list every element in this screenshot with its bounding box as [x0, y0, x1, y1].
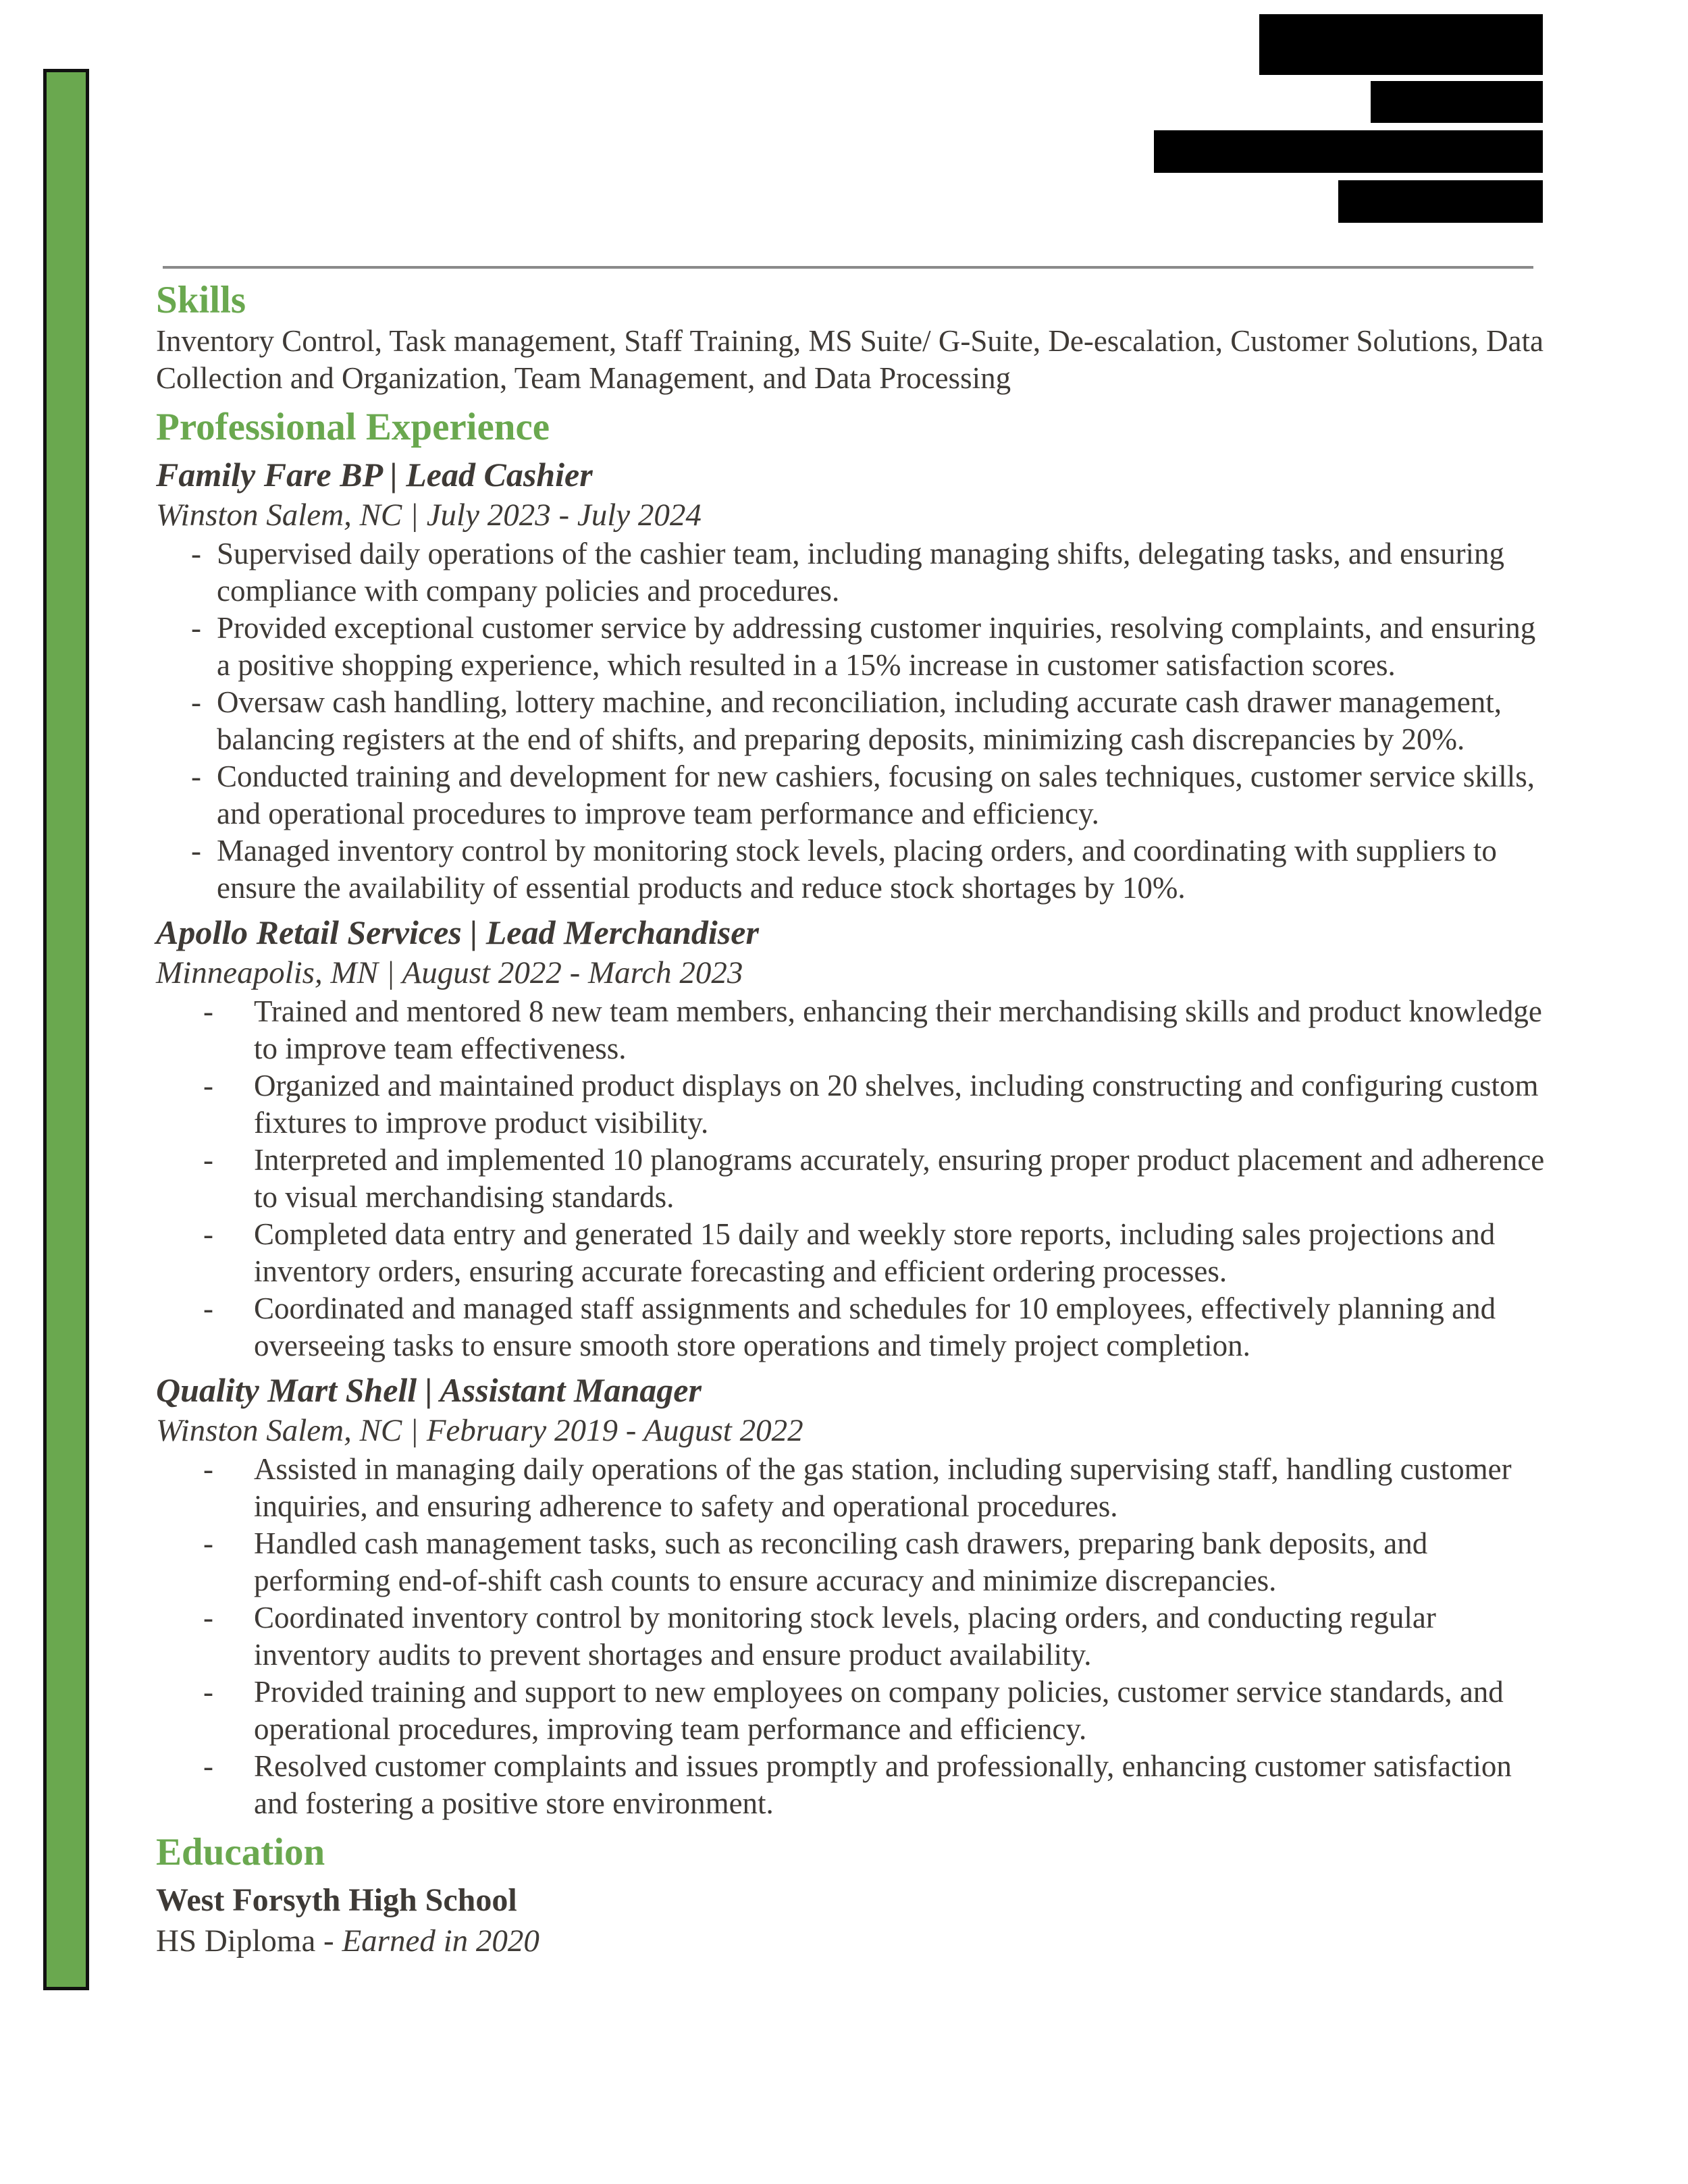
bullet-dash: -: [203, 1143, 213, 1177]
bullet-dash: -: [191, 685, 201, 720]
bullet-dash: -: [203, 1526, 213, 1561]
bullet-dash: -: [203, 1749, 213, 1784]
list-item: - Assisted in managing daily operations of the gas station, including supervising staff, handling customer inquiries, and ensuring adherence to safety and operational procedures.: [203, 1452, 1512, 1524]
list-item: - Handled cash management tasks, such as reconciling cash drawers, preparing bank deposits, and performing end-of-shift cash counts to ensure accuracy and minimize discrepancies.: [203, 1526, 1428, 1598]
list-item: - Supervised daily operations of the cashier team, including managing shifts, delegating tasks, and ensuring compliance with company policies and procedures.: [191, 537, 1505, 608]
degree-earned: Earned in 2020: [342, 1923, 539, 1959]
list-item: - Completed data entry and generated 15 daily and weekly store reports, including sales projections and inventory orders, ensuring accurate forecasting and efficient ordering processes.: [203, 1217, 1496, 1289]
redacted-contact-line-1: [1371, 81, 1543, 123]
bullet-dash: -: [191, 537, 201, 571]
redacted-contact-line-2: [1154, 130, 1543, 173]
list-item: - Interpreted and implemented 10 planograms accurately, ensuring proper product placement and adherence to visual merchandising standards.: [203, 1143, 1545, 1215]
job-entry: [156, 454, 1547, 907]
bullet-dash: -: [203, 1675, 213, 1709]
skills-text: Inventory Control, Task management, Staff Training, MS Suite/ G-Suite, De-escalation, Customer Solutions, Data Collection and Organization, Team Management, and Data Processing: [156, 323, 1544, 395]
job-location-dates: Minneapolis, MN | August 2022 - March 2023: [156, 955, 743, 991]
job-title: Apollo Retail Services | Lead Merchandiser: [156, 913, 759, 952]
list-item: - Provided training and support to new employees on company policies, customer service standards, and operational procedures, improving team performance and efficiency.: [203, 1675, 1504, 1747]
bullet-dash: -: [203, 1069, 213, 1103]
bullet-dash: -: [191, 611, 201, 645]
job-bullets: [156, 535, 1547, 907]
list-item: - Provided exceptional customer service by addressing customer inquiries, resolving complaints, and ensuring a positive shopping experience, which resulted in a 15% increase in customer satisfaction scores.: [191, 611, 1536, 683]
redacted-name-block: [1259, 14, 1543, 75]
list-item: - Coordinated and managed staff assignments and schedules for 10 employees, effectively planning and overseeing tasks to ensure smooth store operations and timely project completion.: [203, 1291, 1496, 1363]
list-item: - Organized and maintained product displays on 20 shelves, including constructing and configuring custom fixtures to improve product visibility.: [203, 1069, 1539, 1140]
list-item: - Coordinated inventory control by monitoring stock levels, placing orders, and conducting regular inventory audits to prevent shortages and ensure product availability.: [203, 1601, 1436, 1672]
job-entry: [156, 1370, 1547, 1822]
list-item: - Oversaw cash handling, lottery machine, and reconciliation, including accurate cash drawer management, balancing registers at the end of shifts, and preparing deposits, minimizing cash discrepancies by 20%.: [191, 685, 1502, 757]
list-item: - Managed inventory control by monitoring stock levels, placing orders, and coordinating with suppliers to ensure the availability of essential products and reduce stock shortages by 10%.: [191, 834, 1497, 905]
bullet-dash: -: [191, 834, 201, 868]
experience-heading: Professional Experience: [156, 405, 550, 448]
redacted-contact-line-3: [1338, 180, 1543, 223]
green-side-bar: [43, 69, 89, 1990]
bullet-dash: -: [203, 1601, 213, 1635]
resume-body: [156, 277, 1547, 1961]
job-title: Quality Mart Shell | Assistant Manager: [156, 1371, 702, 1410]
job-entry: [156, 912, 1547, 1364]
bullet-dash: -: [203, 994, 213, 1029]
degree-name: HS Diploma -: [156, 1923, 342, 1959]
header-divider: [163, 266, 1533, 269]
job-bullets: [156, 993, 1547, 1364]
list-item: - Trained and mentored 8 new team members, enhancing their merchandising skills and product knowledge to improve team effectiveness.: [203, 994, 1542, 1066]
bullet-dash: -: [203, 1291, 213, 1326]
job-bullets: [156, 1451, 1547, 1822]
job-location-dates: Winston Salem, NC | February 2019 - August 2022: [156, 1413, 803, 1449]
bullet-dash: -: [203, 1452, 213, 1487]
job-location-dates: Winston Salem, NC | July 2023 - July 2024: [156, 498, 702, 533]
skills-heading: Skills: [156, 279, 246, 321]
job-title: Family Fare BP | Lead Cashier: [156, 456, 593, 494]
degree-line: [156, 1921, 1547, 1961]
bullet-dash: -: [203, 1217, 213, 1252]
bullet-dash: -: [191, 760, 201, 794]
education-heading: Education: [156, 1831, 325, 1874]
school-name: West Forsyth High School: [156, 1882, 517, 1918]
list-item: - Conducted training and development for new cashiers, focusing on sales techniques, customer service skills, and operational procedures to improve team performance and efficiency.: [191, 760, 1535, 831]
list-item: - Resolved customer complaints and issues promptly and professionally, enhancing customer satisfaction and fostering a positive store environment.: [203, 1749, 1512, 1821]
